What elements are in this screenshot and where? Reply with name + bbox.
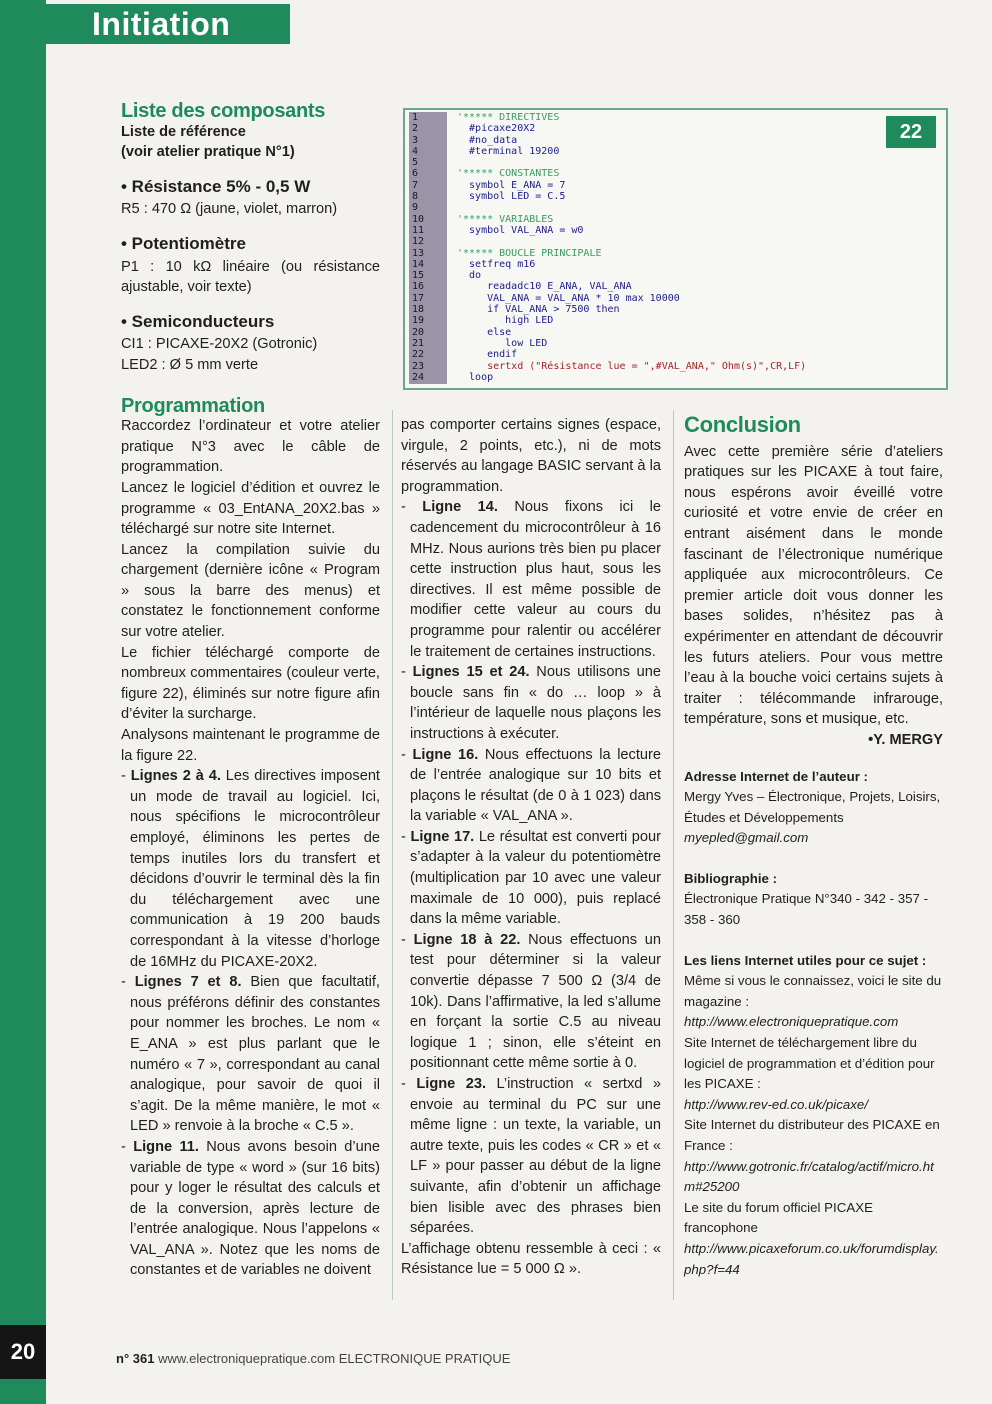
code-line: symbol E_ANA = 7: [457, 179, 566, 191]
item-label: Ligne 18 à 22.: [413, 931, 521, 948]
bibliography-text: Électronique Pratique N°340 - 342 - 357 - 358 - 360: [684, 891, 929, 928]
figure-number-badge: 22: [886, 116, 936, 148]
code-line: endif: [457, 349, 518, 361]
author-info: [684, 767, 943, 1281]
line-number: 22: [412, 349, 425, 361]
resistor-text: R5 : 470 Ω (jaune, violet, marron): [121, 201, 338, 218]
code-line: high LED: [457, 315, 554, 327]
bibliography-label: Bibliographie :: [684, 870, 778, 886]
paragraph: Lancez la compilation suivie du chargement (dernière icône « Program » sous la barre des menus) et constatez le fonctionnement conforme sur votre atelier.: [121, 541, 380, 641]
left-column: [121, 101, 380, 1281]
issue-number: n° 361: [116, 1351, 155, 1366]
link-description: Site Internet du distributeur des PICAXE en France :: [684, 1117, 940, 1153]
code-line: if VAL_ANA > 7500 then: [457, 304, 620, 316]
paragraph: Le fichier téléchargé comporte de nombreux commentaires (couleur verte, figure 22), éliminés sur notre figure afin d’éviter la surcharge.: [121, 644, 380, 723]
item-text: Nous fixons ici le cadencement du microcontrôleur à 16 MHz. Nous aurions très bien pu placer cette instruction plus haut, sous les directives. Il est même possible de modifier cette valeur au cours du programme pour ralentir ou accélérer le traitement de certaines instructions.: [410, 499, 661, 660]
line-number: 4: [412, 145, 419, 157]
code-line: VAL_ANA = VAL_ANA * 10 max 10000: [457, 292, 680, 304]
line-number: 7: [412, 179, 419, 191]
code-line: [457, 202, 937, 213]
item-text: L’instruction « sertxd » envoie au terminal du PC sur une même ligne : un texte, la variable, un autre texte, puis les codes « CR » et « LF » pour passer au début de la ligne suivante, afin d’obtenir un affichage bien lisible avec des phrases bien séparées.: [410, 1076, 661, 1237]
code-figure: [403, 108, 948, 390]
middle-column: [401, 415, 661, 1280]
components-heading: Liste des composants: [121, 100, 326, 122]
item-text: Nous effectuons un test pour déterminer si la valeur convertie dépasse 7 500 Ω (3/4 de 10k). Dans l’affirmative, la led s’allume en forçant la sortie C.5 au niveau logique 1 ; sinon, elle s’éteint en positionnant cette même sortie à 0.: [410, 931, 661, 1072]
semiconductors-title: • Semiconducteurs: [121, 311, 275, 331]
paragraph: pas comporter certains signes (espace, virgule, 2 points, etc.), ni de mots réservés au langage BASIC servant à la programmation.: [401, 417, 661, 495]
line-number: 15: [412, 270, 425, 282]
code-line: setfreq m16: [457, 258, 536, 270]
item-text: Bien que facultatif, nous préférons définir des constantes pour nommer les broches. Le nom « E_ANA » est plus parlant que le numéro « 7 », correspondant au canal analogique, pour savoir de quoi il s’agit. De la même manière, le mot « LED » renvoie à la broche « C.5 ».: [130, 974, 380, 1135]
potentiometer-text: P1 : 10 kΩ linéaire (ou résistance ajustable, voir texte): [121, 258, 380, 296]
line-number: 24: [412, 371, 425, 383]
line-number: 6: [412, 168, 419, 180]
line-number: 12: [412, 236, 425, 248]
link[interactable]: http://www.electroniquepratique.com: [684, 1014, 899, 1030]
line-number: 9: [412, 202, 419, 214]
line-number: 23: [412, 360, 425, 372]
item-label: Ligne 14.: [422, 499, 498, 516]
link[interactable]: http://www.picaxeforum.co.uk/forumdisplay.php?f=44: [684, 1240, 939, 1277]
list-item: - Ligne 14. Nous fixons ici le cadencement du microcontrôleur à 16 MHz. Nous aurions très bien pu placer cette instruction plus haut, sous les directives. Il est même possible de modifier cette valeur au cours du programme pour ralentir ou accélérer le traitement de certaines instructions.: [401, 499, 661, 660]
line-number: 19: [412, 315, 425, 327]
semiconductors-text: LED2 : Ø 5 mm verte: [121, 356, 259, 373]
author-label: Adresse Internet de l’auteur :: [684, 768, 868, 784]
footer-site: www.electroniquepratique.com ELECTRONIQUE PRATIQUE: [158, 1351, 511, 1366]
code-line: '***** CONSTANTES: [457, 168, 560, 180]
line-number: 20: [412, 326, 425, 338]
list-item: - Lignes 15 et 24. Nous utilisons une boucle sans fin « do … loop » à l’intérieur de laquelle nous plaçons les instructions à exécuter.: [401, 664, 661, 742]
line-number: 1: [412, 112, 419, 123]
code-line: [457, 236, 937, 247]
line-number-gutter: [409, 112, 447, 384]
code-line: else: [457, 326, 512, 338]
item-text: Les directives imposent un mode de travail au logiciel. Ici, nous spécifions le microcontrôleur employé, éliminons les pertes de temps inutiles lors du transfert et décidons d’ouvrir le terminal dès la fin du téléchargement avec une communication à 19 200 bauds correspondant à la vitesse d’horloge de 16MHz du PICAXE-20X2.: [130, 768, 380, 970]
section-title: Initiation: [92, 6, 231, 42]
author-email: myepled@gmail.com: [684, 830, 809, 846]
line-number: 3: [412, 134, 419, 146]
list-item: - Ligne 23. L’instruction « sertxd » envoie au terminal du PC sur une même ligne : un texte, la variable, un autre texte, puis les codes « CR » et « LF » pour passer au début de la ligne suivante, afin d’obtenir un affichage bien lisible avec des phrases bien séparées.: [401, 1076, 661, 1237]
semiconductors-text: CI1 : PICAXE-20X2 (Gotronic): [121, 336, 318, 353]
item-text: Nous utilisons une boucle sans fin « do … loop » à l’intérieur de laquelle nous plaçons les instructions à exécuter.: [410, 664, 661, 742]
code-line: symbol LED = C.5: [457, 191, 566, 203]
line-number: 16: [412, 281, 425, 293]
code-line: #terminal 19200: [457, 145, 560, 157]
side-color-bar: [0, 0, 46, 1404]
resistor-title: • Résistance 5% - 0,5 W: [121, 176, 311, 196]
line-number: 8: [412, 191, 419, 203]
reference-line: Liste de référence: [121, 123, 246, 140]
item-label: Ligne 16.: [412, 746, 479, 763]
code-line: [457, 157, 937, 168]
links-intro: Même si vous le connaissez, voici le site du magazine :: [684, 973, 942, 1009]
code-line: '***** DIRECTIVES: [457, 112, 560, 123]
item-label: Ligne 17.: [410, 828, 475, 845]
potentiometer-title: • Potentiomètre: [121, 233, 246, 253]
line-number: 18: [412, 304, 425, 316]
list-item: - Lignes 2 à 4. Les directives imposent un mode de travail au logiciel. Ici, nous spécifions le microcontrôleur employé, éliminons les pertes de temps inutiles lors du transfert et décidons d’ouvrir le terminal dès la fin du téléchargement avec une communication à 19 200 bauds correspondant à la vitesse d’horloge de 16MHz du PICAXE-20X2.: [121, 768, 380, 970]
line-number: 13: [412, 247, 425, 259]
code-line: low LED: [457, 337, 548, 349]
code-listing: [457, 112, 937, 383]
link-description: Site Internet de téléchargement libre du logiciel de programmation et d’édition pour les PICAXE :: [684, 1035, 935, 1092]
item-label: Lignes 7 et 8.: [134, 974, 242, 991]
line-number: 14: [412, 258, 425, 270]
item-label: Lignes 2 à 4.: [130, 768, 221, 785]
code-line: #picaxe20X2: [457, 123, 536, 135]
list-item: - Lignes 7 et 8. Bien que facultatif, nous préférons définir des constantes pour nommer les broches. Le nom « E_ANA » est plus parlant que le numéro « 7 », correspondant au canal analogique, pour savoir de quoi il s’agit. De la même manière, le mot « LED » renvoie à la broche « C.5 ».: [121, 974, 380, 1135]
paragraph: L’affichage obtenu ressemble à ceci : « Résistance lue = 5 000 Ω ».: [401, 1240, 661, 1278]
item-text: Le résultat est converti pour s’adapter à la valeur du potentiomètre (multiplication par 10 avec une valeur maximale de 10 000), puis replacé dans la même variable.: [410, 828, 661, 928]
line-number: 17: [412, 292, 425, 304]
footer: [116, 1351, 510, 1366]
conclusion-heading: Conclusion: [684, 412, 801, 437]
item-label: Lignes 15 et 24.: [412, 664, 530, 681]
code-line: readadc10 E_ANA, VAL_ANA: [457, 281, 632, 293]
links-label: Les liens Internet utiles pour ce sujet :: [684, 952, 927, 968]
code-line: loop: [457, 371, 494, 383]
paragraph: Analysons maintenant le programme de la figure 22.: [121, 727, 380, 764]
item-text: Nous avons besoin d’une variable de type « word » (sur 16 bits) pour y loger le résultat des calculs et de la conversion, après lecture de l’entrée analogique. Nous l’appelons « VAL_ANA ». Notez que les noms de constantes et de variables ne doivent: [130, 1138, 380, 1279]
code-line: '***** VARIABLES: [457, 213, 554, 225]
code-line: '***** BOUCLE PRINCIPALE: [457, 247, 602, 259]
column-divider: [673, 410, 674, 1300]
author-signature: •Y. MERGY: [868, 731, 943, 748]
page-number: 20: [0, 1325, 46, 1379]
code-line: do: [457, 270, 482, 282]
item-label: Ligne 11.: [133, 1138, 199, 1155]
list-item: - Ligne 18 à 22. Nous effectuons un test pour déterminer si la valeur convertie dépasse 7 500 Ω (3/4 de 10k). Dans l’affirmative, la led s’allume en forçant la sortie C.5 au niveau logique 1 ; sinon, elle s’éteint en positionnant cette même sortie à 0.: [401, 931, 661, 1072]
paragraph: Raccordez l’ordinateur et votre atelier pratique N°3 avec le câble de programmation.: [121, 418, 380, 476]
reference-line: (voir atelier pratique N°1): [121, 144, 295, 161]
right-column: [684, 412, 943, 1280]
item-label: Ligne 23.: [416, 1076, 487, 1092]
code-line: symbol VAL_ANA = w0: [457, 224, 584, 236]
list-item: - Ligne 11. Nous avons besoin d’une variable de type « word » (sur 16 bits) pour y loger le résultat des calculs et de la conversion, après lecture de l’entrée analogique. Nous l’appelons « VAL_ANA ». Notez que les noms de constantes et de variables ne doivent: [121, 1138, 380, 1279]
column-divider: [392, 410, 393, 1300]
line-number: 10: [412, 213, 425, 225]
paragraph: Avec cette première série d’ateliers pratiques sur les PICAXE à tout faire, nous espérons avoir éveillé votre curiosité et votre envie de créer en entrant aisément dans le monde fascinant de l’électronique numérique appliquée aux microcontrôleurs. Ce premier article doit vous donner les bases solides, n’hésitez pas à expérimenter en attendant de découvrir les futurs ateliers. Pour vous mettre l’eau à la bouche voici certains sujets à traiter : télécommande infrarouge, température, sons et musique, etc.: [684, 443, 943, 728]
item-text: Nous effectuons la lecture de l’entrée analogique sur 10 bits et plaçons le résultat (de 0 à 1 023) dans la variable « VAL_ANA ».: [410, 746, 661, 825]
line-number: 2: [412, 123, 419, 135]
link-description: Le site du forum officiel PICAXE francophone: [684, 1199, 873, 1236]
programmation-heading: Programmation: [121, 394, 265, 417]
paragraph: Lancez le logiciel d’édition et ouvrez le programme « 03_EntANA_20X2.bas » téléchargé sur notre site Internet.: [121, 479, 380, 538]
line-number: 21: [412, 337, 425, 349]
link[interactable]: http://www.gotronic.fr/catalog/actif/micro.htm#25200: [684, 1158, 934, 1195]
list-item: - Ligne 16. Nous effectuons la lecture de l’entrée analogique sur 10 bits et plaçons le résultat (de 0 à 1 023) dans la variable « VAL_ANA ».: [401, 746, 661, 825]
list-item: - Ligne 17. Le résultat est converti pour s’adapter à la valeur du potentiomètre (multiplication par 10 avec une valeur maximale de 10 000), puis replacé dans la même variable.: [401, 828, 661, 928]
link[interactable]: http://www.rev-ed.co.uk/picaxe/: [684, 1096, 869, 1112]
code-line: sertxd ("Résistance lue = ",#VAL_ANA," Ohm(s)",CR,LF): [457, 360, 807, 372]
author-text: Mergy Yves – Électronique, Projets, Loisirs, Études et Développements: [684, 789, 941, 825]
line-number: 5: [412, 157, 419, 169]
code-line: #no_data: [457, 134, 518, 146]
line-number: 11: [412, 224, 425, 236]
